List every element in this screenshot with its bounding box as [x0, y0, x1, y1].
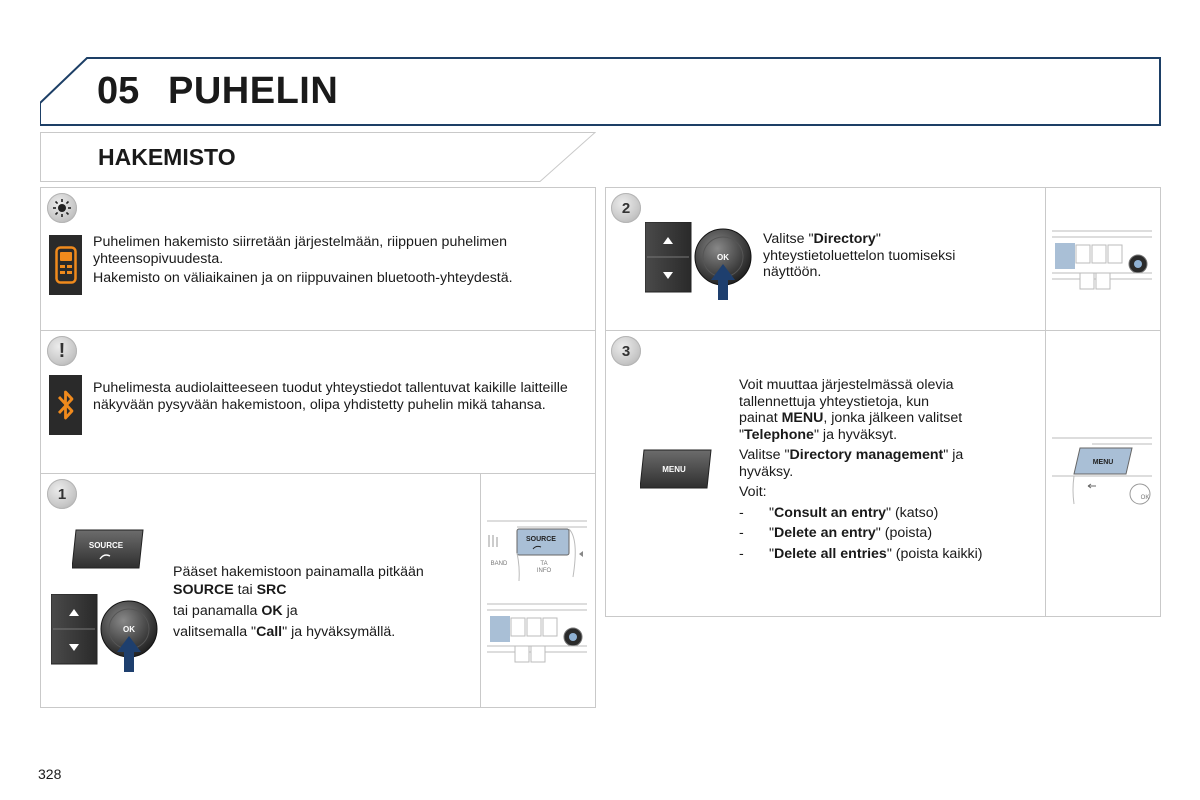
chapter-title: PUHELIN [168, 70, 339, 112]
step-3-p1-line-4: "Telephone" ja hyväksyt. [739, 426, 898, 443]
step-3-number: 3 [621, 342, 631, 360]
menu-button-icon [640, 449, 712, 489]
info-text [93, 234, 583, 287]
divider [605, 330, 1161, 331]
step-2-line-1: Valitse "Directory" [763, 231, 881, 247]
radio-panel-source-image [487, 513, 587, 585]
sun-tip-icon [47, 193, 77, 223]
step-3-p1-line-2: tallennettuja yhteystietoja, kun [739, 393, 930, 410]
list-item: - "Delete an entry" (poista) [739, 525, 933, 541]
divider [1045, 187, 1046, 617]
step-1-line-1: Pääset hakemistoon painamalla pitkään [173, 564, 424, 580]
radio-panel-directory-image [1052, 227, 1152, 297]
step-3-p1-line-3: painat MENU, jonka jälkeen valitset [739, 410, 963, 426]
source-button-label: SOURCE [88, 541, 124, 550]
step-1-line-4: valitsemalla "Call" ja hyväksymällä. [173, 624, 396, 640]
device-source-label: SOURCE [526, 536, 556, 543]
step-3-p2-line-1: Valitse "Directory management" ja [739, 447, 964, 463]
step-3-badge [611, 336, 641, 366]
step-2-badge [611, 193, 641, 223]
step-1-line-2: SOURCE tai SRC [173, 582, 287, 598]
divider [480, 473, 481, 708]
device-ta-label: TA [540, 561, 548, 567]
up-down-ok-controls [51, 594, 161, 674]
menu-button-label: MENU [662, 465, 686, 474]
page-number: 328 [38, 766, 62, 782]
step-2-number: 2 [621, 199, 631, 217]
step-1-text [173, 563, 473, 641]
device-ok-label: OK [1140, 495, 1150, 501]
source-button-icon [72, 529, 144, 569]
step-2-line-2: yhteystietoluettelon tuomiseksi [763, 247, 956, 264]
warning-text: Puhelimesta audiolaitteeseen tuodut yhteystiedot tallentuvat kaikille laitteille näkyvään pysyvään hakemistoon, olipa yhdistetty puhelin mikä tahansa. [93, 380, 568, 413]
list-item: - "Consult an entry" (katso) [739, 504, 939, 521]
device-menu-label: MENU [1092, 459, 1114, 466]
device-info-label: INFO [536, 568, 552, 574]
radio-panel-menu-image [1052, 430, 1152, 505]
step-3-p3: Voit: [739, 484, 767, 500]
divider [40, 330, 596, 331]
step-3-p2-line-2: hyväksy. [739, 463, 794, 480]
step-2-line-3: näyttöön. [763, 264, 822, 280]
device-band-label: BAND [490, 561, 508, 567]
ok-label: OK [123, 625, 135, 634]
chapter-number: 05 [97, 70, 140, 112]
list-item: - "Delete all entries" (poista kaikki) [739, 545, 983, 562]
phone-icon [49, 235, 82, 295]
exclamation-icon: ! [47, 336, 77, 366]
section-title: HAKEMISTO [98, 144, 236, 170]
up-down-ok-controls [645, 222, 755, 302]
bluetooth-icon [49, 375, 82, 435]
divider [40, 473, 596, 474]
ok-label: OK [717, 253, 729, 262]
step-1-badge [47, 479, 77, 509]
step-3-options-list [739, 505, 1039, 563]
step-2-text [763, 231, 1033, 281]
radio-panel-ok-image [487, 600, 587, 670]
step-3-p1-line-1: Voit muuttaa järjestelmässä olevia [739, 377, 954, 393]
step-3-text [739, 377, 1039, 566]
info-text-1: Puhelimen hakemisto siirretään järjestelmään, riippuen puhelimen yhteensopivuudesta. [93, 234, 508, 267]
step-1-line-3: tai panamalla OK ja [173, 603, 298, 619]
info-text-2: Hakemisto on väliaikainen ja on riippuvainen bluetooth-yhteydestä. [93, 270, 513, 286]
step-1-number: 1 [57, 485, 67, 503]
